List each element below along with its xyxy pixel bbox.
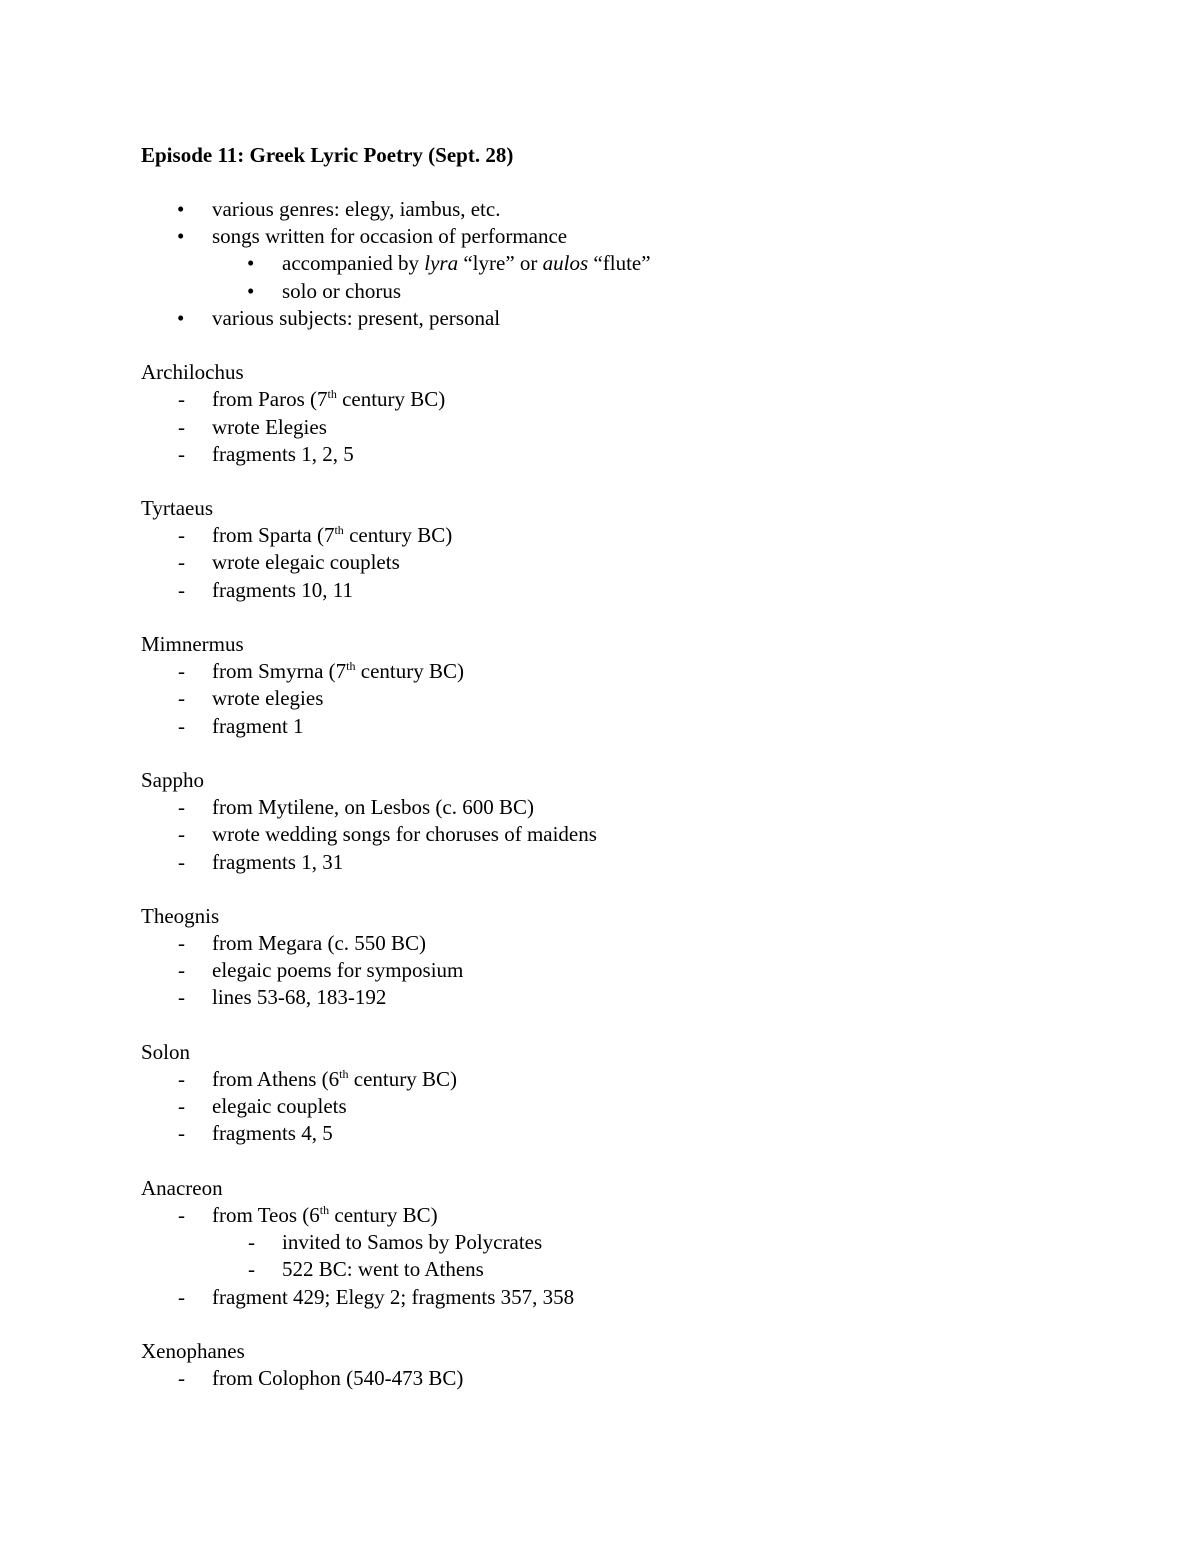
list-item: - wrote wedding songs for choruses of maidens [141,821,1141,848]
dash-marker: - [178,985,185,1010]
dash-marker: - [178,659,185,684]
section-xenophanes [141,1338,1141,1392]
dash-marker: - [178,414,185,439]
bullet-marker: • [177,197,185,221]
bullet-marker: • [177,305,185,330]
intro-bullet-songs: • songs written for occasion of performance [141,223,1141,250]
list-item: - fragments 1, 2, 5 [141,441,1141,468]
list-item: - elegaic couplets [141,1093,1141,1120]
list-item: - fragments 1, 31 [141,849,1141,876]
list-item: - wrote elegaic couplets [141,549,1141,576]
dash-marker: - [178,523,185,548]
dash-marker: - [248,1230,255,1255]
list-item: - elegaic poems for symposium [141,957,1141,984]
intro-bullet-subjects: • various subjects: present, personal [141,305,1141,332]
list-item: - from Paros (7th century BC) [141,386,1141,413]
list-item: - from Colophon (540-473 BC) [141,1365,1141,1392]
dash-marker: - [178,686,185,711]
dash-marker: - [178,1094,185,1119]
section-anacreon [141,1175,1141,1311]
list-item: - fragment 1 [141,713,1141,740]
dash-marker: - [178,550,185,575]
dash-marker: - [178,1366,185,1391]
poet-name: Anacreon [141,1175,223,1200]
dash-marker: - [178,1202,185,1227]
list-item: - from Sparta (7th century BC) [141,522,1141,549]
list-item: - from Teos (6th century BC) [141,1202,1141,1229]
poet-name: Sappho [141,767,204,792]
list-item: - from Athens (6th century BC) [141,1066,1141,1093]
list-subitem: - invited to Samos by Polycrates [141,1229,1141,1256]
document-page [141,142,1141,1392]
list-item: - fragments 4, 5 [141,1120,1141,1147]
list-item: - from Smyrna (7th century BC) [141,658,1141,685]
list-item: - wrote Elegies [141,414,1141,441]
bullet-marker: • [247,278,255,303]
list-item: - fragment 429; Elegy 2; fragments 357, 358 [141,1284,1141,1311]
dash-marker: - [178,1284,185,1309]
intro-subbullet-solo: • solo or chorus [141,278,1141,305]
list-item: - lines 53-68, 183-192 [141,984,1141,1011]
intro-subbullet-accompanied: • accompanied by lyra “lyre” or aulos “flute” [141,250,1141,277]
dash-marker: - [178,931,185,956]
intro-bullet-genres: • various genres: elegy, iambus, etc. [141,196,1141,223]
list-item: - from Mytilene, on Lesbos (c. 600 BC) [141,794,1141,821]
dash-marker: - [248,1257,255,1282]
dash-marker: - [178,958,185,983]
poet-name: Solon [141,1039,191,1064]
section-solon [141,1039,1141,1148]
poet-name: Archilochus [141,360,244,385]
bullet-marker: • [177,224,185,249]
poet-name: Mimnermus [141,632,244,656]
dash-marker: - [178,795,185,820]
poet-name: Tyrtaeus [141,496,214,521]
dash-marker: - [178,713,185,738]
poet-name: Theognis [141,903,220,928]
list-item: - fragments 10, 11 [141,577,1141,604]
dash-marker: - [178,849,185,874]
section-tyrtaeus [141,495,1141,604]
poet-name: Xenophanes [141,1338,245,1363]
dash-marker: - [178,1067,185,1091]
section-mimnermus [141,631,1141,740]
list-item: - from Megara (c. 550 BC) [141,930,1141,957]
dash-marker: - [178,822,185,847]
section-archilochus [141,359,1141,468]
page-title: Episode 11: Greek Lyric Poetry (Sept. 28) [141,143,514,167]
bullet-marker: • [247,251,255,276]
dash-marker: - [178,577,185,602]
list-item: - wrote elegies [141,685,1141,712]
list-subitem: - 522 BC: went to Athens [141,1256,1141,1283]
section-sappho [141,767,1141,876]
dash-marker: - [178,387,185,412]
section-theognis [141,903,1141,1012]
dash-marker: - [178,1121,185,1146]
dash-marker: - [178,441,185,466]
